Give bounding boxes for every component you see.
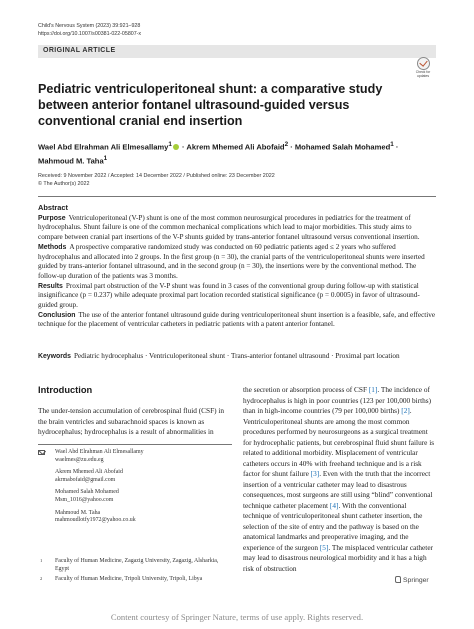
orcid-icon[interactable]	[173, 144, 179, 150]
citation-link[interactable]: [3]	[310, 469, 320, 478]
abstract-methods-label: Methods	[38, 243, 67, 251]
publisher-name: Springer	[403, 577, 429, 584]
introduction-heading: Introduction	[38, 385, 93, 395]
article-title: Pediatric ventriculoperitoneal shunt: a comparative study between anterior fontanel ultrasound-guided versus conventional cranial end insertion	[38, 82, 383, 129]
affiliation-text: Faculty of Human Medicine, Tripoli University, Tripoli, Libya	[55, 576, 203, 583]
doi-link[interactable]: https://doi.org/10.1007/s00381-022-05807-x	[38, 30, 142, 37]
abstract-conclusion	[38, 311, 436, 330]
abstract-purpose-label: Purpose	[38, 214, 66, 222]
contact-name: Akrem Mhemed Ali Abofaid	[55, 469, 123, 476]
contact-entry	[55, 489, 232, 504]
intro-text: . Even with the truth that the incorrect insertion of a ventricular catheter may lead to disastrous consequences, most surgeons are still using “blind” conventional technique catheter placement	[243, 469, 433, 510]
check-updates-icon	[417, 57, 430, 70]
contact-name: Mohamed Salah Mohamed	[55, 489, 119, 496]
article-type-bar	[38, 45, 436, 58]
abstract-heading: Abstract	[38, 203, 68, 212]
author-list	[38, 139, 438, 167]
journal-volume: Child's Nervous System (2023) 39:921–928	[38, 23, 141, 29]
intro-text: . Ventriculoperitoneal shunts are among the most common procedures performed by neurosurgeons as a surgical treatment for hydrocephalic patients, but cerebrospinal fluid shunt failure is related to additional morbidity. Misplacement of ventricular catheters occurs in 40% with freehand technique and is a risk factor for shunt failure	[243, 406, 435, 478]
footnote-divider	[38, 444, 232, 445]
article-type: ORIGINAL ARTICLE	[43, 47, 116, 54]
history-dates: Received: 9 November 2022 / Accepted: 14 December 2022 / Published online: 23 December 2022	[38, 173, 275, 179]
contact-email[interactable]: Msm_1016@yahoo.com	[55, 496, 114, 503]
introduction-paragraph: The under-tension accumulation of cerebrospinal fluid (CSF) in the brain ventricles and subarachnoid spaces is known as hydrocephalus; hydrocephalus is a result of abnormalities in	[38, 406, 225, 436]
intro-text: . With the conventional technique of ventriculoperitoneal shunt catheter insertion, the selection of the site of entry and the pathway is based on the anatomical landmarks and preoperative imaging, and the experience of the surgeon	[243, 500, 423, 552]
affiliation-number: 2	[40, 576, 43, 582]
copyright: © The Author(s) 2022	[38, 181, 90, 188]
affiliations	[38, 558, 232, 587]
author-name[interactable]: Wael Abd Elrahman Ali Elmesallamy	[38, 142, 169, 152]
contact-email[interactable]: waelmes@zu.edu.eg	[55, 456, 104, 463]
publication-dates	[38, 172, 275, 188]
divider	[38, 196, 436, 197]
courtesy-notice: Content courtesy of Springer Nature, terms of use apply. Rights reserved.	[110, 612, 364, 622]
author-name[interactable]: Mahmoud M. Taha	[38, 156, 104, 166]
abstract-methods	[38, 243, 436, 282]
corresponding-contacts	[38, 449, 232, 530]
abstract-results	[38, 282, 436, 311]
keywords	[38, 352, 436, 362]
contact-entry	[55, 449, 232, 464]
abstract-conclusion-text: The use of the anterior fontanel ultrasound guide during ventriculoperitoneal shunt insertion is a feasible, safe, and effective technique for the placement of ventricular catheters in pediatric patients with a patent anterior fontanel.	[38, 310, 436, 329]
introduction-continued-paragraph	[243, 385, 436, 574]
journal-citation	[38, 23, 141, 38]
abstract-results-text: Proximal part obstruction of the V-P shunt was found in 3 cases of the conventional group during follow-up with statistical insignificance (p = 0.237) while adequate proximal part location recorded statistical significance (p = 0.0005) in favor of ultrasound-guided group.	[38, 281, 420, 310]
affiliation-entry	[38, 558, 232, 573]
contact-entry	[55, 510, 232, 525]
introduction-right-column	[243, 385, 436, 574]
intro-text: . The misplaced ventricular catheter may lead to disastrous neurological morbidity and it has a high risk of obstruction	[243, 542, 433, 573]
contact-name: Wael Abd Elrahman Ali Elmesallamy	[55, 449, 144, 455]
author-affil: 1	[390, 141, 394, 148]
abstract-purpose	[38, 214, 436, 243]
contact-email[interactable]: akrmabofaid@gmail.com	[55, 476, 116, 483]
abstract-purpose-text: Ventriculoperitoneal (V-P) shunt is one of the most common neurosurgical procedures in pediatrics for the treatment of hydrocephalus. Shunt failure is one of the common mechanical complications which lead to major morbidities. This study aims to compare between cranial part insertions of the V-P shunts guided by trans-anterior fontanel ultrasound versus conventional insertion.	[38, 213, 420, 242]
springer-horse-icon	[395, 576, 401, 583]
affiliation-entry	[38, 576, 232, 584]
abstract-conclusion-label: Conclusion	[38, 311, 76, 319]
author-separator: ·	[179, 142, 187, 152]
contact-email[interactable]: mahmoudlotfy1972@yahoo.co.uk	[55, 517, 136, 524]
envelope-icon	[38, 450, 45, 455]
affiliation-text: Faculty of Human Medicine, Zagazig University, Zagazig, Alsharkia, Egypt	[55, 558, 219, 572]
keywords-label: Keywords	[38, 353, 71, 360]
publisher-logo	[395, 576, 429, 584]
check-updates-label-1: Check for	[415, 70, 431, 74]
check-updates-label-2: updates	[416, 74, 430, 78]
citation-link[interactable]: [5]	[319, 542, 329, 552]
author-separator: ·	[393, 142, 399, 152]
contact-entry	[55, 469, 232, 484]
citation-link[interactable]: [1]	[368, 385, 378, 394]
contact-name: Mahmoud M. Taha	[55, 509, 101, 516]
intro-text: the secretion or absorption process of CSF	[243, 385, 369, 394]
affiliation-number: 1	[40, 558, 43, 563]
citation-link[interactable]: [2]	[401, 406, 410, 415]
abstract	[38, 203, 436, 330]
abstract-results-label: Results	[38, 282, 63, 290]
check-for-updates-button[interactable]	[411, 57, 435, 77]
author-separator: ·	[288, 142, 295, 152]
introduction-left-column	[38, 406, 232, 438]
author-affil: 1	[103, 155, 108, 163]
citation-link[interactable]: [4]	[329, 500, 339, 510]
author-name[interactable]: Akrem Mhemed Ali Abofaid	[186, 142, 285, 152]
intro-text: . The incidence of hydrocephalus is high in poor countries (123 per 100,000 births) than in high-income countries (79 per 100,000 births)	[243, 385, 432, 415]
keywords-text: Pediatric hydrocephalus · Ventriculoperitoneal shunt · Trans-anterior fontanel ultrasound · Proximal part location	[73, 352, 400, 360]
author-name[interactable]: Mohamed Salah Mohamed	[294, 142, 391, 152]
abstract-methods-text: A prospective comparative randomized study was conducted on 60 pediatric patients aged ≤ 2 years who suffered hydrocephalus and allocated into 2 groups. In the first group (n = 30), the cranial parts of the ventriculoperitoneal shunts were inserted guided by trans-anterior fontanel ultrasound, and in the second group (n = 30), the insertions were by the conventional method. The follow-up duration of the patients was 3 months.	[38, 242, 425, 280]
author-affil: 2	[284, 141, 289, 148]
author-affil: 1	[168, 141, 172, 148]
